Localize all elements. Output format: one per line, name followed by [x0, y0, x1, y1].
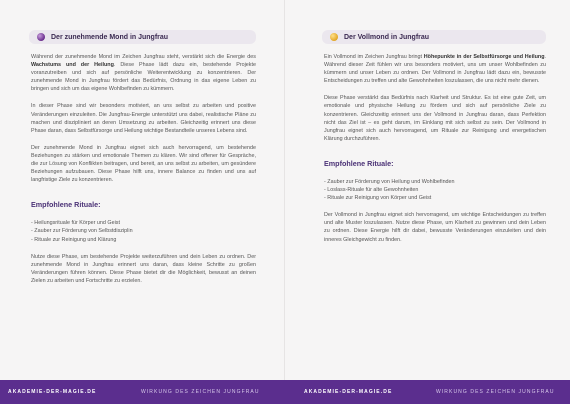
moon-icon — [37, 33, 45, 41]
rituals-heading: Empfohlene Rituale: — [31, 200, 101, 210]
rituals-list — [324, 178, 546, 202]
paragraph — [31, 53, 256, 93]
paragraph-text: Während der zunehmende Mond im Zeichen Jungfrau steht, verstärkt sich die Energie des — [31, 54, 256, 60]
full-moon-icon — [330, 33, 338, 41]
paragraph: Der zunehmende Mond in Jungfrau eignet sich auch hervorragend, um bestehende Beziehungen zu stärken und emotionale Themen zu klären. Wir sind offener für Gespräche, die zur Lösung von Konflikten beitragen, und bereit, an uns selbst zu arbeiten, um gesündere Beziehungen aufzubauen. Diese Phase hilft uns, innere Balance zu finden und uns auf langfristige Ziele zu konzentrieren. — [31, 144, 256, 184]
section-header-full-moon — [322, 30, 546, 44]
list-item: - Loslass-Rituale für alte Gewohnheiten — [324, 186, 546, 194]
paragraph-text: Ein Vollmond im Zeichen Jungfrau bringt — [324, 54, 424, 60]
rituals-list — [31, 219, 256, 243]
list-item: - Rituale zur Reinigung von Körper und Geist — [324, 194, 546, 202]
list-item: - Heilungsrituale für Körper und Geist — [31, 219, 256, 227]
list-item: - Zauber zur Förderung von Selbstdisziplin — [31, 227, 256, 235]
paragraph: Nutze diese Phase, um bestehende Projekte weiterzuführen und dein Leben zu ordnen. Der zunehmende Mond in Jungfrau erinnert uns daran, dass kleine Schritte zu großen Veränderungen führen können. Diese Phase bietet dir die Möglichkeit, bewusst an deinen Zielen zu arbeiten und Fortschritte zu erzielen. — [31, 253, 256, 284]
list-item: - Zauber zur Förderung von Heilung und Wohlbefinden — [324, 178, 546, 186]
section-title: Der Vollmond in Jungfrau — [344, 33, 430, 41]
footer-brand-link[interactable]: AKADEMIE-DER-MAGIE.DE — [304, 389, 393, 395]
paragraph-text: . Während dieser Zeit fühlen wir uns besonders motiviert, uns um unser Wohlbefinden zu kümmern und unser Leben zu ordnen. Der Vollmond in Jungfrau lädt dazu ein, bewusste Entscheidungen zu treffen und alte Gewohnheiten loszulassen, die uns nicht mehr dienen. — [324, 54, 547, 85]
paragraph: Der Vollmond in Jungfrau eignet sich hervorragend, um wichtige Entscheidungen zu treffen und alte Muster loszulassen. Nutze diese Phase, um Klarheit zu gewinnen und dein Leben zu ordnen. Diese Energie hilft dir dabei, bewusste Veränderungen einzuleiten und dein inneres Gleichgewicht zu finden. — [324, 212, 546, 243]
right-page — [285, 0, 570, 380]
emphasis-text: Wachstums und der Heilung — [31, 62, 114, 69]
footer-tagline: WIRKUNG DES ZEICHEN JUNGFRAU — [436, 389, 555, 395]
paragraph: In dieser Phase sind wir besonders motiviert, an uns selbst zu arbeiten und positive Veränderungen einzuleiten. Die Jungfrau-Energie unterstützt uns dabei, realistische Pläne zu machen und diszipliniert an deren Umsetzung zu arbeiten. Gleichzeitig erinnert uns diese Phase daran, dass Selbstfürsorge und Heilung wichtige Bestandteile unseres Lebens sind. — [31, 103, 256, 134]
footer-tagline: WIRKUNG DES ZEICHEN JUNGFRAU — [141, 389, 260, 395]
section-header-waxing-moon — [29, 30, 256, 44]
left-page — [0, 0, 285, 380]
paragraph — [324, 53, 546, 85]
paragraph: Diese Phase verstärkt das Bedürfnis nach Klarheit und Struktur. Es ist eine gute Zeit, um emotionale und physische Heilung zu fördern und sich auf persönliche Ziele zu konzentrieren. Gleichzeitig erinnert uns der Vollmond in Jungfrau daran, dass Perfektion nicht das Ziel ist – es geht darum, im Einklang mit sich selbst zu sein. Der Vollmond in Jungfrau eignet sich auch hervorragend, um Rituale zur Reinigung und energetischen Klärung durchzuführen. — [324, 95, 546, 142]
paragraph-text: . Diese Phase lädt dazu ein, bestehende Projekte voranzutreiben und sich auf persönliche Weiterentwicklung zu konzentrieren. Der zunehmende Mond in Jungfrau fördert das Bedürfnis, Ordnung in das eigene Leben zu bringen und sich um das eigene Wohlbefinden zu kümmern. — [31, 62, 256, 93]
footer-bar — [0, 380, 570, 404]
rituals-heading: Empfohlene Rituale: — [324, 158, 394, 168]
emphasis-text: Höhepunkte in der Selbstfürsorge und Heilung — [423, 54, 545, 60]
list-item: - Rituale zur Reinigung und Klärung — [31, 236, 256, 244]
section-title: Der zunehmende Mond in Jungfrau — [51, 33, 169, 41]
footer-brand-link[interactable]: AKADEMIE-DER-MAGIE.DE — [8, 389, 97, 395]
